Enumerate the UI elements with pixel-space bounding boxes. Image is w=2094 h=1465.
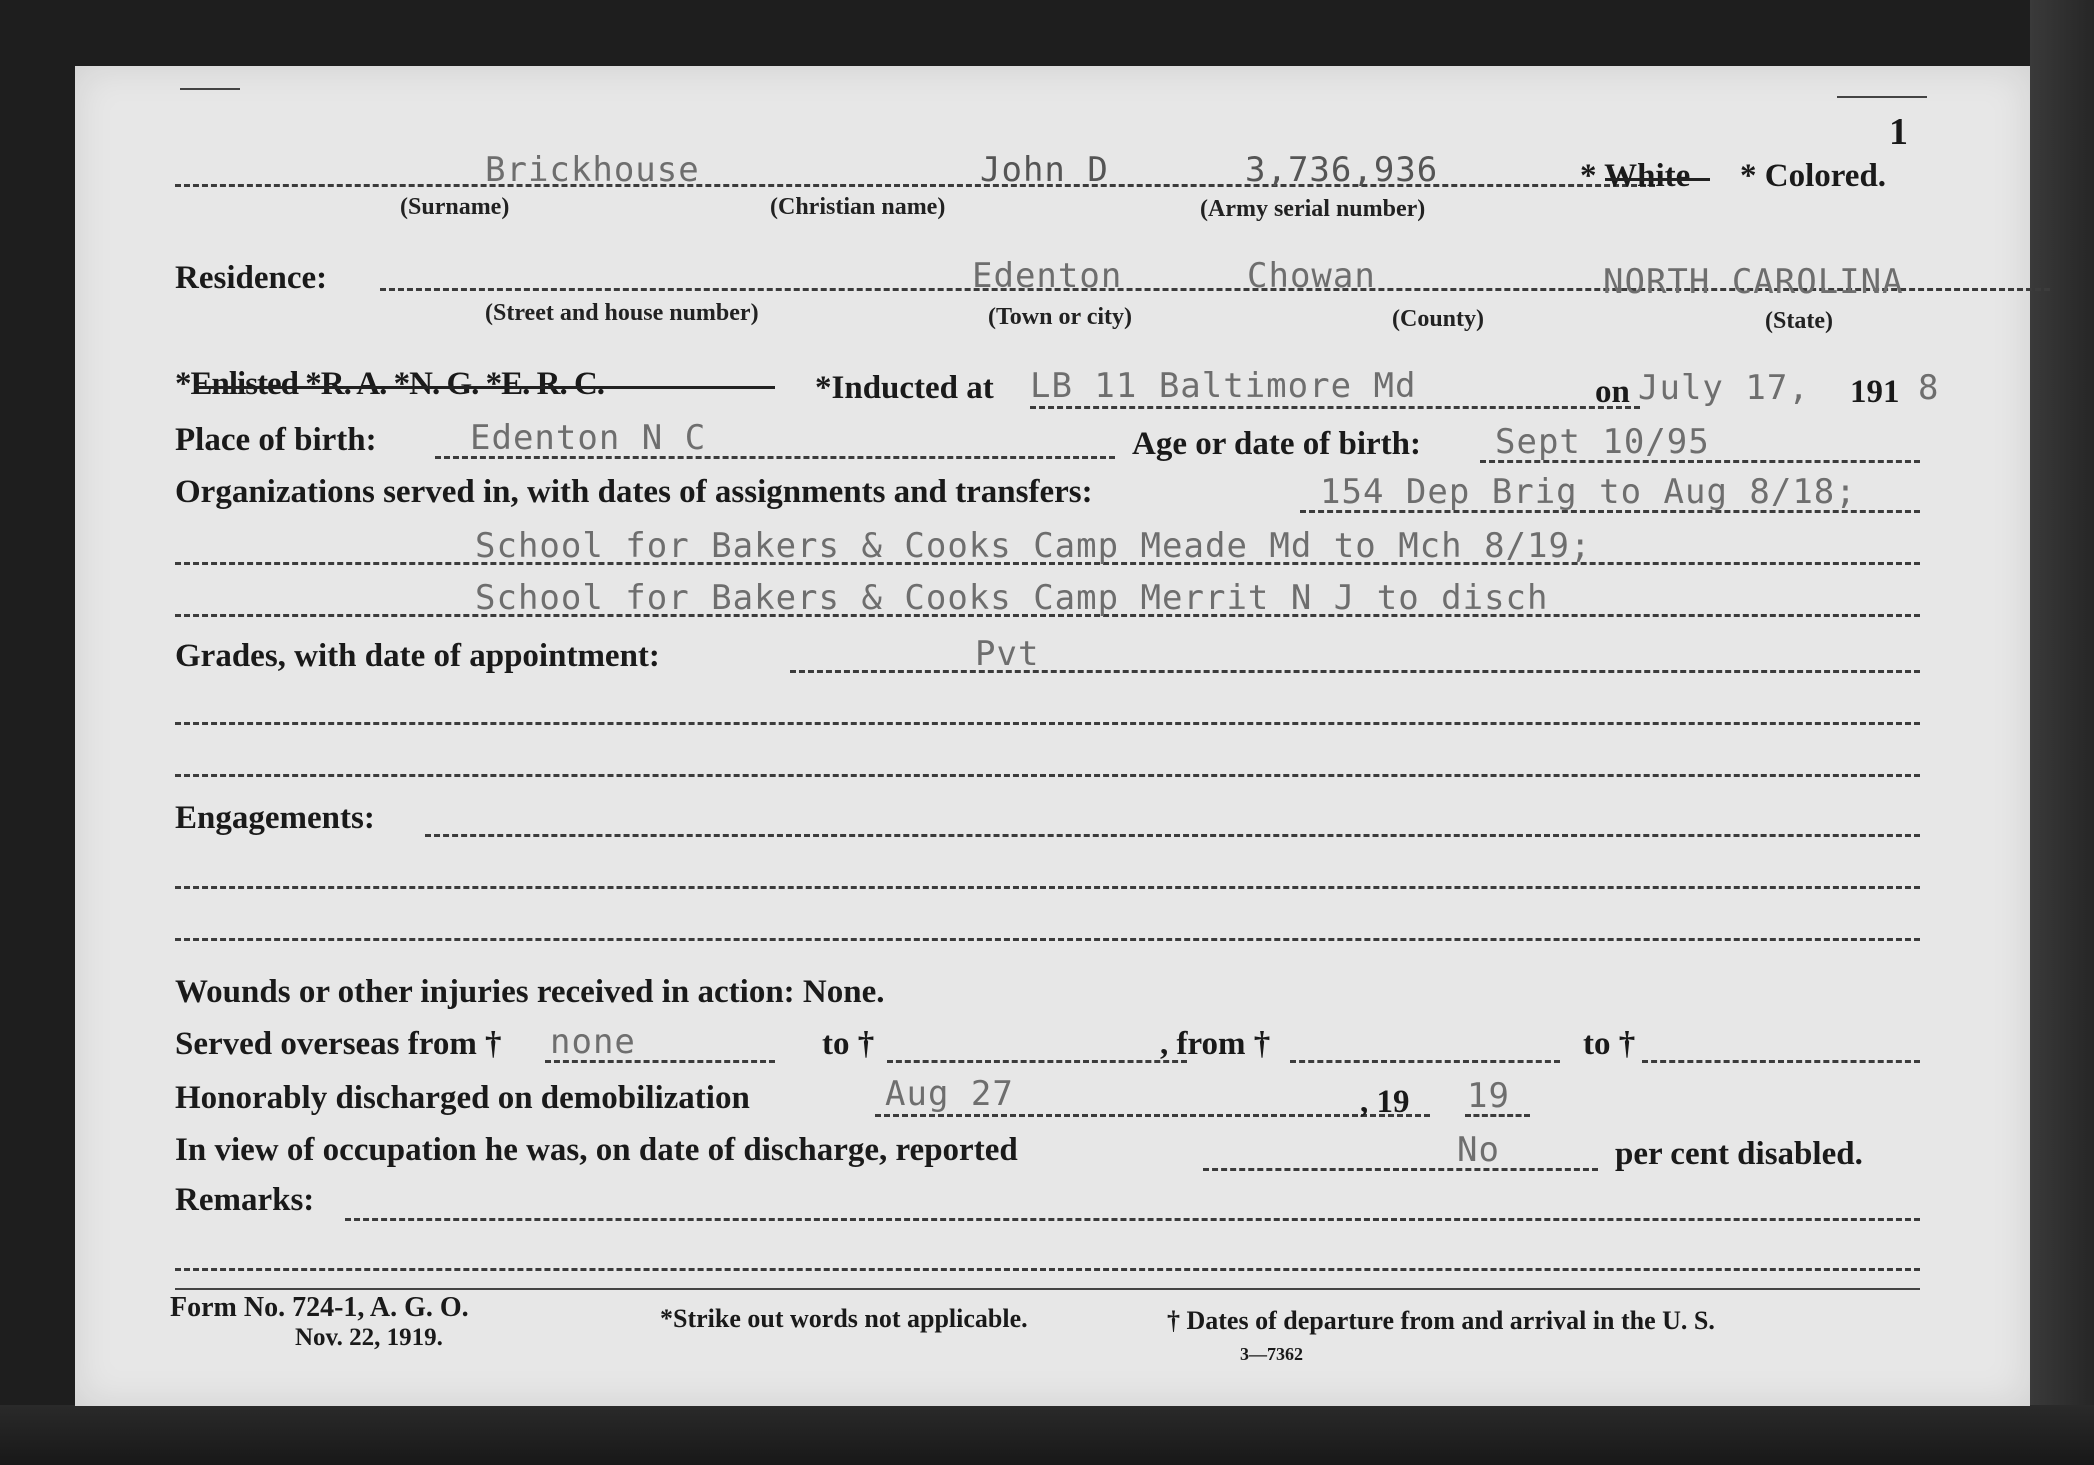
town-caption: (Town or city) <box>988 304 1132 330</box>
disability-line <box>1203 1168 1598 1171</box>
on-label: on <box>1595 374 1630 410</box>
enlisted-options: *Enlisted *R. A. *N. G. *E. R. C. <box>175 366 605 402</box>
remarks-line-2 <box>175 1268 1920 1271</box>
overseas-to-label-2: to † <box>1583 1026 1636 1062</box>
grades-line-2 <box>175 722 1920 725</box>
form-date: Nov. 22, 1919. <box>295 1324 443 1351</box>
inducted-date-value: July 17, <box>1638 368 1810 408</box>
street-caption: (Street and house number) <box>485 300 759 326</box>
place-of-birth-label: Place of birth: <box>175 422 377 458</box>
overseas-to-label: to † <box>822 1026 875 1062</box>
wounds-label: Wounds or other injuries received in action: None. <box>175 974 885 1010</box>
occupation-label: In view of occupation he was, on date of discharge, reported <box>175 1132 1018 1168</box>
county-value: Chowan <box>1247 256 1376 296</box>
organization-1: 154 Dep Brig to Aug 8/18; <box>1320 472 1857 512</box>
disability-value: No <box>1457 1130 1500 1170</box>
organization-3: School for Bakers & Cooks Camp Merrit N J to disch <box>475 578 1549 618</box>
overseas-to-line <box>887 1060 1187 1063</box>
town-value: Edenton <box>972 256 1123 296</box>
discharged-label: Honorably discharged on demobilization <box>175 1080 750 1116</box>
top-right-mark <box>1837 96 1927 98</box>
surname-caption: (Surname) <box>400 194 510 220</box>
race-colored: * Colored. <box>1740 158 1887 194</box>
engagements-line-2 <box>175 886 1920 889</box>
remarks-line-1 <box>345 1218 1920 1221</box>
dates-note: † Dates of departure from and arrival in the U. S. <box>1167 1306 1715 1335</box>
serial-number-caption: (Army serial number) <box>1200 196 1426 222</box>
scanner-backdrop-bottom <box>0 1405 2094 1465</box>
grades-line-3 <box>175 774 1920 777</box>
grades-label: Grades, with date of appointment: <box>175 638 660 674</box>
grade-value: Pvt <box>975 634 1040 674</box>
overseas-from-value: none <box>550 1022 636 1062</box>
remarks-label: Remarks: <box>175 1182 315 1218</box>
residence-label: Residence: <box>175 260 328 296</box>
christian-name-value: John D <box>980 150 1109 190</box>
organization-2: School for Bakers & Cooks Camp Meade Md to Mch 8/19; <box>475 526 1592 566</box>
birth-date-value: Sept 10/95 <box>1495 422 1710 462</box>
overseas-label: Served overseas from † <box>175 1026 502 1062</box>
christian-name-caption: (Christian name) <box>770 194 946 220</box>
inducted-year-prefix: 191 <box>1850 374 1900 410</box>
footer-rule <box>175 1288 1920 1290</box>
age-label: Age or date of birth: <box>1132 426 1422 462</box>
engagements-line-1 <box>425 834 1920 837</box>
enlisted-strikeout <box>195 386 775 389</box>
engagements-label: Engagements: <box>175 800 375 836</box>
engagements-line-3 <box>175 938 1920 941</box>
discharge-date-line <box>875 1114 1430 1117</box>
inducted-year-digit: 8 <box>1918 368 1940 408</box>
county-caption: (County) <box>1392 306 1485 332</box>
state-caption: (State) <box>1765 308 1833 334</box>
serial-number-value: 3,736,936 <box>1245 150 1439 190</box>
inducted-place-value: LB 11 Baltimore Md <box>1030 366 1417 406</box>
scanner-backdrop-right <box>2030 0 2094 1465</box>
race-white-strikeout <box>1605 178 1710 181</box>
page-number: 1 <box>1889 111 1908 153</box>
top-left-mark <box>180 88 240 90</box>
discharge-year-prefix: , 19 <box>1360 1084 1410 1120</box>
strike-note: *Strike out words not applicable. <box>660 1304 1028 1333</box>
overseas-to-line-2 <box>1642 1060 1920 1063</box>
overseas-from-label-2: , from † <box>1160 1026 1271 1062</box>
place-of-birth-value: Edenton N C <box>470 418 707 458</box>
state-value: NORTH CAROLINA <box>1603 262 1904 302</box>
grades-line-1 <box>790 670 1920 673</box>
print-code: 3—7362 <box>1240 1344 1303 1364</box>
overseas-from-line-2 <box>1290 1060 1560 1063</box>
disabled-label: per cent disabled. <box>1615 1136 1863 1172</box>
inducted-label: *Inducted at <box>815 370 994 406</box>
service-record-card <box>75 66 2030 1406</box>
discharge-date-value: Aug 27 <box>885 1074 1014 1114</box>
discharge-year-value: 19 <box>1467 1076 1510 1116</box>
surname-value: Brickhouse <box>485 150 700 190</box>
race-white: * White <box>1580 158 1691 194</box>
inducted-place-line <box>1030 406 1640 409</box>
organizations-label: Organizations served in, with dates of assignments and transfers: <box>175 474 1093 510</box>
form-number: Form No. 724-1, A. G. O. <box>170 1292 469 1323</box>
